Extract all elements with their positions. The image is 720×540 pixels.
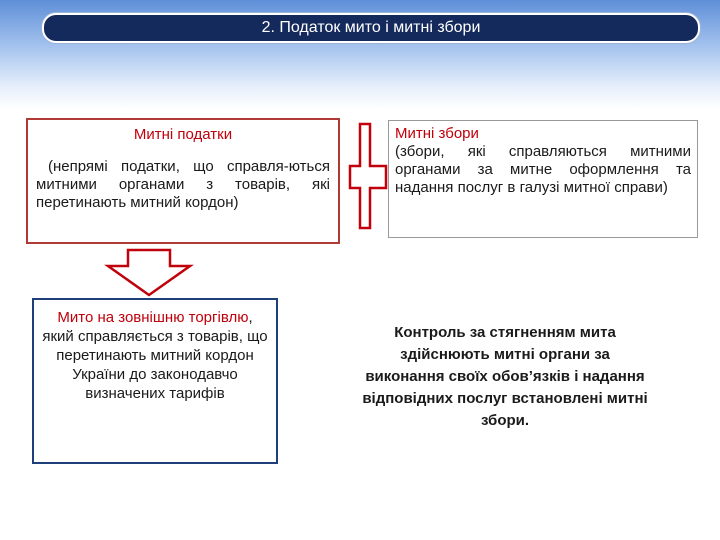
down-arrow-icon: [104, 248, 194, 298]
customs-fees-heading: Митні збори: [395, 125, 479, 142]
customs-fees-description: (збори, які справляються митними органами за митне оформлення та надання послуг в галузі митної справи): [395, 143, 691, 196]
duty-highlight: Мито на зовнішню торгівлю: [57, 309, 249, 326]
slide-title-bar: [42, 13, 700, 43]
customs-fees-box: [388, 120, 698, 238]
control-note: Контроль за стягненням мита здійснюють митні органи за виконання своїх обов’язків і надання відповідних послуг встановлені митні збори.: [362, 324, 648, 429]
customs-taxes-box: [26, 118, 340, 244]
bracket-connector-icon: [348, 122, 388, 230]
slide-title: 2. Податок мито і митні збори: [261, 19, 481, 36]
duty-description: , який справляється з товарів, що перетинають митний кордон України до законодавчо визначених тарифів: [42, 309, 268, 402]
customs-taxes-heading: Митні податки: [133, 126, 233, 143]
customs-taxes-description: (непрямі податки, що справля-ються митними органами з товарів, які перетинають митний кордон): [36, 158, 330, 211]
import-export-duty-box: [32, 298, 278, 464]
